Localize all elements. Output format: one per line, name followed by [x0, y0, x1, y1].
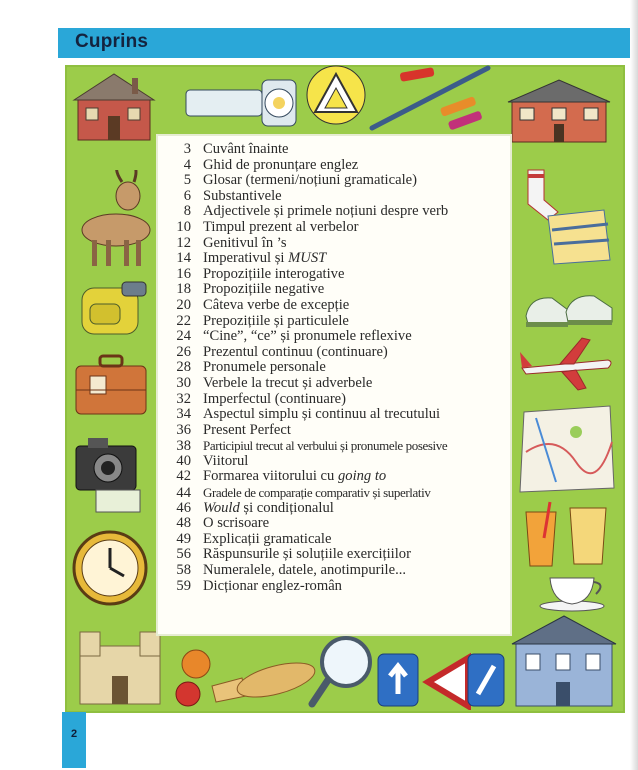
toc-entry-title: Explicații gramaticale — [203, 530, 332, 547]
toc-entry-title: Imperfectul (continuare) — [203, 390, 347, 407]
toc-entry-title: Numeralele, datele, anotimpurile... — [203, 562, 407, 579]
toc-page-number: 48 — [176, 515, 191, 532]
toc-page-number: 4 — [183, 156, 191, 173]
castle-illustration — [70, 616, 170, 706]
toc-page-number: 59 — [176, 577, 191, 594]
toc-entry-title: Verbele la trecut și adverbele — [203, 374, 373, 391]
toc-row — [165, 360, 510, 376]
goat-illustration — [72, 170, 156, 270]
toc-entry-title: Viitorul — [203, 452, 249, 469]
magnifying-glass-illustration — [306, 634, 376, 710]
toc-entry-title: Ghid de pronunțare englez — [203, 156, 359, 173]
toc-entry-text: Imperativul și — [203, 250, 289, 267]
toc-row — [165, 438, 510, 454]
toc-page-number: 3 — [183, 141, 191, 157]
toc-entry-title — [203, 501, 334, 517]
toc-page-number: 28 — [176, 359, 191, 376]
toc-entry-title: Genitivul în ’s — [203, 234, 287, 251]
drinks-illustration — [520, 498, 614, 570]
toc-row — [165, 376, 510, 392]
toc-entry-italic: MUST — [288, 250, 327, 267]
toc-row — [165, 423, 510, 439]
toc-row — [165, 469, 510, 485]
toc-row — [165, 142, 510, 158]
toc-entry-title: Propozițiile negative — [203, 281, 325, 298]
toc-entry-title: Timpul prezent al verbelor — [203, 218, 359, 235]
toc-entry-title: Substantivele — [203, 187, 282, 204]
toc-entry-title — [203, 251, 326, 267]
toc-page-number: 36 — [176, 421, 191, 438]
toc-page-number: 5 — [183, 172, 191, 189]
toc-entry-title: Adjectivele și primele noțiuni despre verb — [203, 203, 449, 220]
toc-page-number: 32 — [176, 390, 191, 407]
toc-row — [165, 532, 510, 548]
pens-and-crayons-illustration — [360, 62, 500, 134]
toc-page-number: 16 — [176, 265, 191, 282]
toc-row — [165, 267, 510, 283]
page-title: Cuprins — [75, 31, 149, 52]
toc-page-number: 56 — [176, 546, 191, 563]
triangle-badge-illustration — [305, 64, 367, 126]
toc-page-number: 24 — [176, 328, 191, 345]
house-illustration-top-right — [504, 78, 614, 144]
toc-page-number: 49 — [176, 530, 191, 547]
toc-entry-title: Prezentul continuu (continuare) — [203, 343, 388, 360]
toc-entry-title: Participiul trecut al verbului și pronumele posesive — [203, 438, 448, 454]
toc-entry-title: Câteva verbe de excepție — [203, 296, 350, 313]
toc-entry-title: Gradele de comparație comparativ și superlativ — [203, 485, 431, 501]
toc-row — [165, 516, 510, 532]
toc-row — [165, 298, 510, 314]
toc-entry-title: “Cine”, “ce” și pronumele reflexive — [203, 328, 412, 345]
page-edge-shadow — [630, 0, 638, 770]
toc-row — [165, 485, 510, 501]
townhouses-illustration — [510, 612, 618, 708]
road-signs-illustration — [372, 646, 508, 710]
sneakers-illustration — [522, 282, 616, 334]
toc-row — [165, 189, 510, 205]
food-illustration — [172, 640, 322, 710]
toc-page-number: 14 — [176, 250, 191, 267]
toc-page-number: 34 — [176, 406, 191, 423]
toc-page-number: 44 — [176, 485, 191, 502]
toc-row — [165, 204, 510, 220]
toc-row — [165, 220, 510, 236]
toc-row — [165, 173, 510, 189]
toc-row — [165, 579, 510, 595]
toc-row — [165, 236, 510, 252]
toc-entry-title: Present Perfect — [203, 421, 291, 438]
suitcase-illustration — [72, 352, 152, 418]
toc-row — [165, 501, 510, 517]
toc-page-number: 30 — [176, 374, 191, 391]
toc-entry-title: O scrisoare — [203, 515, 270, 532]
toc-row — [165, 407, 510, 423]
toc-page-number: 58 — [176, 562, 191, 579]
toc-entry-italic: going to — [337, 468, 387, 485]
toc-page-number: 38 — [176, 438, 191, 455]
toc-page-number: 40 — [176, 452, 191, 469]
toc-entry-title: Prepozițiile și particulele — [203, 312, 349, 329]
toc-row — [165, 563, 510, 579]
toc-entry-italic: Would — [203, 499, 240, 516]
flashlight-illustration — [182, 72, 300, 134]
airplane-illustration — [516, 334, 616, 394]
toc-entry-title: Cuvânt înainte — [203, 141, 289, 157]
camera-illustration — [70, 432, 150, 514]
toc-entry-title: Răspunsurile și soluțiile exercițiilor — [203, 546, 411, 563]
toc-entry-title — [203, 469, 386, 485]
toc-entry-title: Pronumele personale — [203, 359, 326, 376]
toc-page-number: 22 — [176, 312, 191, 329]
toc-entry-title: Glosar (termeni/noțiuni gramaticale) — [203, 172, 417, 189]
toc-page-number: 12 — [176, 234, 191, 251]
toc-entry-title: Propozițiile interogative — [203, 265, 345, 282]
map-illustration — [516, 402, 618, 494]
toc-row — [165, 345, 510, 361]
toc-page-number: 6 — [183, 187, 191, 204]
toc-row — [165, 251, 510, 267]
toc-entry-text: și condiționalul — [239, 499, 334, 516]
house-illustration-top-left — [70, 70, 158, 142]
page-number: 2 — [70, 728, 78, 740]
toc-page-number: 20 — [176, 296, 191, 313]
toc-page-number: 46 — [176, 499, 191, 516]
table-of-contents — [165, 142, 510, 594]
toc-row — [165, 158, 510, 174]
backpack-illustration — [72, 278, 152, 342]
page-number-badge — [62, 712, 86, 768]
toc-row — [165, 454, 510, 470]
toc-page-number: 42 — [176, 468, 191, 485]
toc-page-number: 8 — [183, 203, 191, 220]
toc-page-number: 10 — [176, 218, 191, 235]
toc-entry-title: Aspectul simplu și continuu al trecutului — [203, 406, 441, 423]
toc-row — [165, 547, 510, 563]
toc-entry-text: Formarea viitorului cu — [203, 468, 338, 485]
toc-row — [165, 329, 510, 345]
toc-row — [165, 282, 510, 298]
clock-illustration — [70, 524, 150, 612]
socks-and-shirt-illustration — [518, 160, 616, 270]
toc-row — [165, 392, 510, 408]
toc-page-number: 26 — [176, 343, 191, 360]
toc-page-number: 18 — [176, 281, 191, 298]
toc-entry-title: Dicționar englez-român — [203, 577, 342, 594]
toc-row — [165, 314, 510, 330]
cup-illustration — [536, 566, 612, 612]
